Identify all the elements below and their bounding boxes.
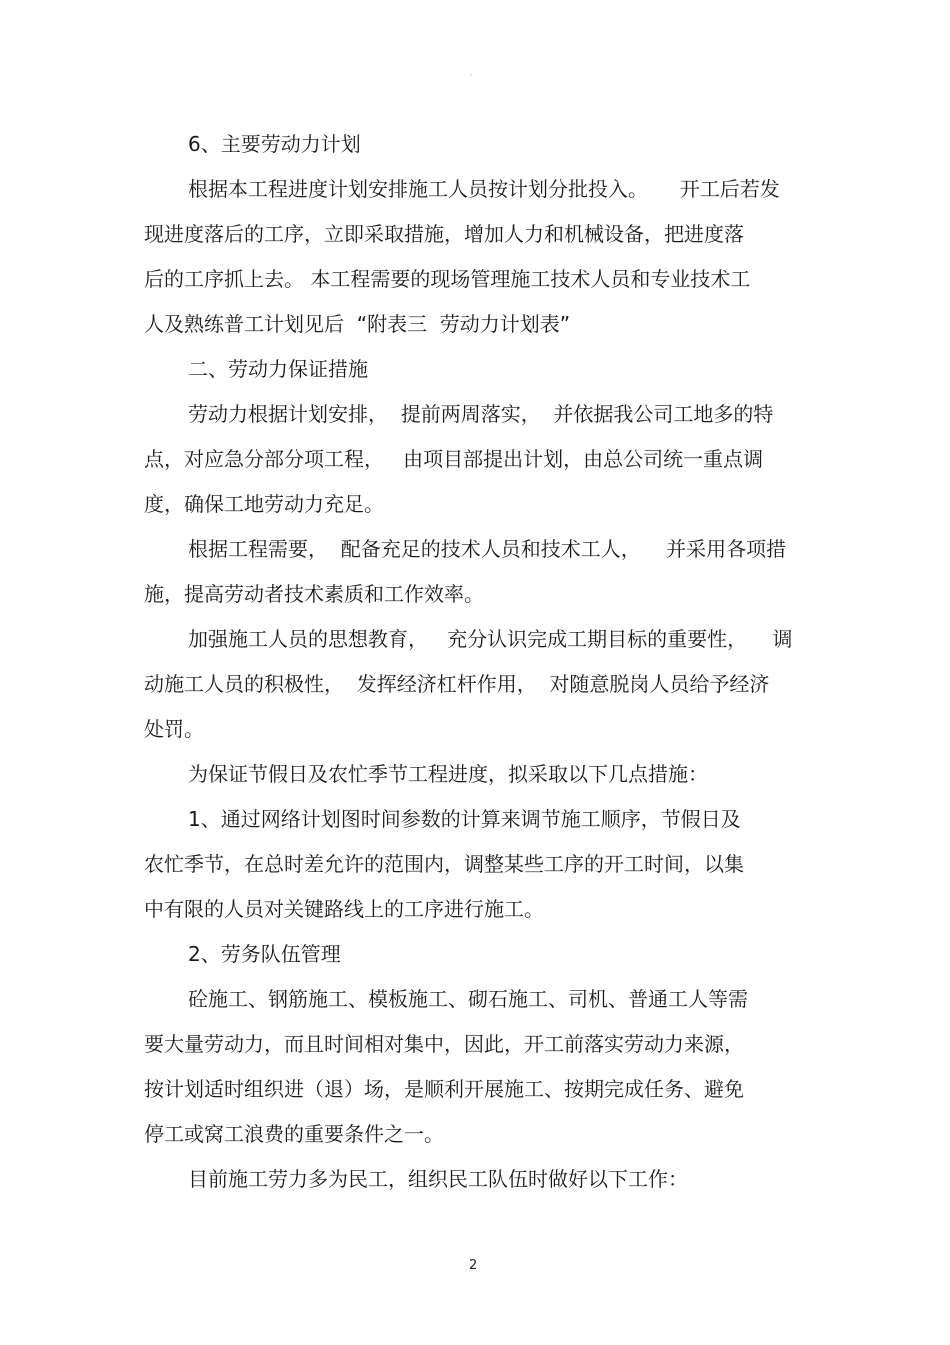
text-line: 动施工人员的积极性， 发挥经济杠杆作用， 对随意脱岗人员给予经济 bbox=[144, 672, 770, 696]
text-line: 劳动力根据计划安排， 提前两周落实， 并依据我公司工地多的特 bbox=[188, 402, 774, 426]
text-line: 目前施工劳力多为民工，组织民工队伍时做好以下工作： bbox=[188, 1167, 688, 1191]
text-line: 为保证节假日及农忙季节工程进度，拟采取以下几点措施： bbox=[188, 762, 708, 786]
text-line: 处罚。 bbox=[144, 717, 204, 741]
text-line: 中有限的人员对关键路线上的工序进行施工。 bbox=[144, 897, 544, 921]
text-line: 人及熟练普工计划见后 “附表三 劳动力计划表” bbox=[144, 312, 571, 336]
text-line: 施，提高劳动者技术素质和工作效率。 bbox=[144, 582, 484, 606]
text-line: 农忙季节，在总时差允许的范围内，调整某些工序的开工时间，以集 bbox=[144, 852, 744, 876]
text-line: 二、劳动力保证措施 bbox=[188, 357, 368, 381]
header-mark: · bbox=[470, 71, 473, 80]
text-line: 按计划适时组织进（退）场，是顺利开展施工、按期完成任务、避免 bbox=[144, 1077, 744, 1101]
text-line: 要大量劳动力，而且时间相对集中，因此，开工前落实劳动力来源， bbox=[144, 1032, 744, 1056]
text-line: 停工或窝工浪费的重要条件之一。 bbox=[144, 1122, 444, 1146]
page-number: 2 bbox=[469, 1258, 478, 1273]
text-line: 砼施工、钢筋施工、模板施工、砌石施工、司机、普通工人等需 bbox=[188, 987, 748, 1011]
text-line: 点，对应急分部分项工程， 由项目部提出计划，由总公司统一重点调 bbox=[144, 447, 764, 471]
text-line: 度，确保工地劳动力充足。 bbox=[144, 492, 384, 516]
text-line: 1、通过网络计划图时间参数的计算来调节施工顺序，节假日及 bbox=[188, 807, 741, 831]
text-line: 6、主要劳动力计划 bbox=[188, 132, 361, 156]
text-line: 2、劳务队伍管理 bbox=[188, 942, 341, 966]
text-line: 根据本工程进度计划安排施工人员按计划分批投入。 开工后若发 bbox=[188, 177, 780, 201]
text-line: 根据工程需要， 配备充足的技术人员和技术工人， 并采用各项措 bbox=[188, 537, 787, 561]
text-line: 现进度落后的工序，立即采取措施，增加人力和机械设备，把进度落 bbox=[144, 222, 744, 246]
text-line: 后的工序抓上去。 本工程需要的现场管理施工技术人员和专业技术工 bbox=[144, 267, 751, 291]
text-line: 加强施工人员的思想教育， 充分认识完成工期目标的重要性， 调 bbox=[188, 627, 793, 651]
